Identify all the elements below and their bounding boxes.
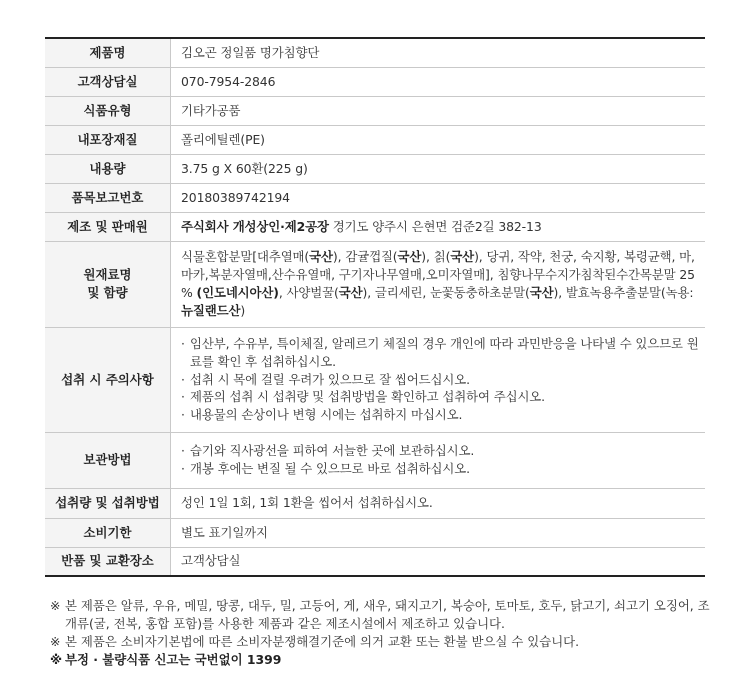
row-label: 내포장재질: [45, 125, 171, 154]
row-content-amount: [45, 154, 705, 183]
list-item: · 내용물의 손상이나 변형 시에는 섭취하지 마십시오.: [181, 407, 463, 423]
list-item: · 개봉 후에는 변질 될 수 있으므로 바로 섭취하십시오.: [181, 461, 470, 476]
product-info-table: [45, 37, 705, 577]
row-value: [171, 432, 706, 488]
row-value: 기타가공품: [181, 102, 241, 118]
manufacturer-address: 경기도 양주시 은현면 검준2길 382-13: [328, 218, 542, 234]
ingredient-text: ), 발효녹용추출분말(녹용:: [553, 285, 694, 300]
bullet: ·: [181, 461, 185, 476]
row-label: 내용량: [45, 154, 171, 183]
row-value: 별도 표기일까지: [181, 524, 268, 540]
row-precautions: [45, 327, 705, 432]
bullet: ·: [181, 335, 185, 351]
origin-label: 국산: [450, 249, 475, 265]
row-value: 고객상담실: [181, 553, 241, 569]
bullet: ·: [181, 407, 185, 423]
ingredient-text: 식물혼합분말[대추열매(: [181, 249, 310, 265]
row-label: 제조 및 판매원: [45, 212, 171, 241]
row-label: 보관방법: [45, 432, 171, 488]
list-item: · 임산부, 수유부, 특이체질, 알레르기 체질의 경우 개인에 따라 과민반응을 나타낼 수 있으므로 원료를 확인 후 섭취하십시오.: [181, 335, 699, 369]
origin-label: (인도네시아산): [196, 285, 279, 300]
row-value: [171, 327, 706, 432]
origin-label: 국산: [529, 285, 554, 300]
row-label: 식품유형: [45, 96, 171, 125]
row-label: 반품 및 교환장소: [45, 547, 171, 576]
row-value: 070-7954-2846: [181, 73, 276, 89]
row-return-place: [45, 547, 705, 576]
row-value: 폴리에틸렌(PE): [181, 131, 265, 147]
row-value: 김오곤 정일품 명가침향단: [181, 44, 320, 60]
ingredients-text: [171, 241, 706, 327]
row-label: 원재료명 및 함량: [45, 241, 171, 327]
storage-list: [181, 442, 699, 478]
allergen-note: ※ 본 제품은 알류, 우유, 메밀, 땅콩, 대두, 밀, 고등어, 게, 새우, 돼지고기, 복숭아, 토마토, 호두, 닭고기, 쇠고기 오징어, 조개류(굴, 전복, 홍합 포함)를 사용한 제품과 같은 제조시설에서 제조하고 있습니다.: [50, 598, 710, 632]
manufacturer-name: 주식회사 개성상인·제2공장: [181, 218, 329, 234]
bullet: ·: [181, 371, 185, 387]
row-report-number: [45, 183, 705, 212]
origin-label: 뉴질랜드산: [181, 302, 241, 318]
product-info-section: [45, 37, 705, 577]
row-storage: [45, 432, 705, 488]
bullet: ·: [181, 389, 185, 405]
note-mark: ※: [50, 634, 61, 650]
row-value: [171, 212, 706, 241]
row-food-type: [45, 96, 705, 125]
precautions-list: [181, 335, 699, 425]
ingredient-text: ), 글리세린, 눈꽃동충하초분말(: [362, 285, 530, 300]
list-item: · 섭취 시 목에 걸릴 우려가 있으므로 잘 씹어드십시오.: [181, 371, 470, 387]
list-item: · 제품의 섭취 시 섭취량 및 섭취방법을 확인하고 섭취하여 주십시오.: [181, 389, 546, 405]
ingredient-text: , 사양벌꿀(: [278, 285, 339, 300]
origin-label: 국산: [338, 285, 363, 300]
row-packaging-material: [45, 125, 705, 154]
report-note: ※ 부정 · 불량식품 신고는 국번없이 1399: [50, 651, 710, 669]
row-value: 20180389742194: [181, 189, 290, 205]
list-item: · 습기와 직사광선을 피하여 서늘한 곳에 보관하십시오.: [181, 443, 475, 459]
note-mark: ※: [50, 598, 61, 613]
row-label: 고객상담실: [45, 67, 171, 96]
row-label: 섭취량 및 섭취방법: [45, 488, 171, 518]
ingredient-text: ), 당귀, 작약, 천궁, 숙지황, 복령균핵, 마,마카,복분자열매,산수유열매, 구기자나무열매,오미자열매], 침향나무수지가침착된수간목분말 25 %: [181, 249, 695, 300]
bullet: ·: [181, 443, 185, 459]
row-product-name: [45, 38, 705, 67]
row-ingredients: [45, 241, 705, 327]
origin-label: 국산: [309, 249, 333, 265]
row-label: 소비기한: [45, 518, 171, 547]
row-manufacturer: [45, 212, 705, 241]
row-customer-service: [45, 67, 705, 96]
row-expiration: [45, 518, 705, 547]
row-intake-method: [45, 488, 705, 518]
row-value: 3.75 g X 60환(225 g): [181, 160, 308, 176]
note-mark: ※: [50, 652, 63, 668]
notes-section: [50, 597, 710, 669]
origin-label: 국산: [397, 249, 422, 265]
row-label: 제품명: [45, 38, 171, 67]
ingredient-text: ), 감귤껍질(: [332, 249, 398, 265]
ingredient-text: ): [240, 302, 246, 318]
row-label: 섭취 시 주의사항: [45, 327, 171, 432]
row-value: 성인 1일 1회, 1회 1환을 씹어서 섭취하십시오.: [181, 495, 433, 510]
row-label: 품목보고번호: [45, 183, 171, 212]
refund-note: ※ 본 제품은 소비자기본법에 따른 소비자분쟁해결기준에 의거 교환 또는 환불 받으실 수 있습니다.: [50, 633, 710, 651]
ingredient-text: ), 칡(: [421, 249, 451, 265]
